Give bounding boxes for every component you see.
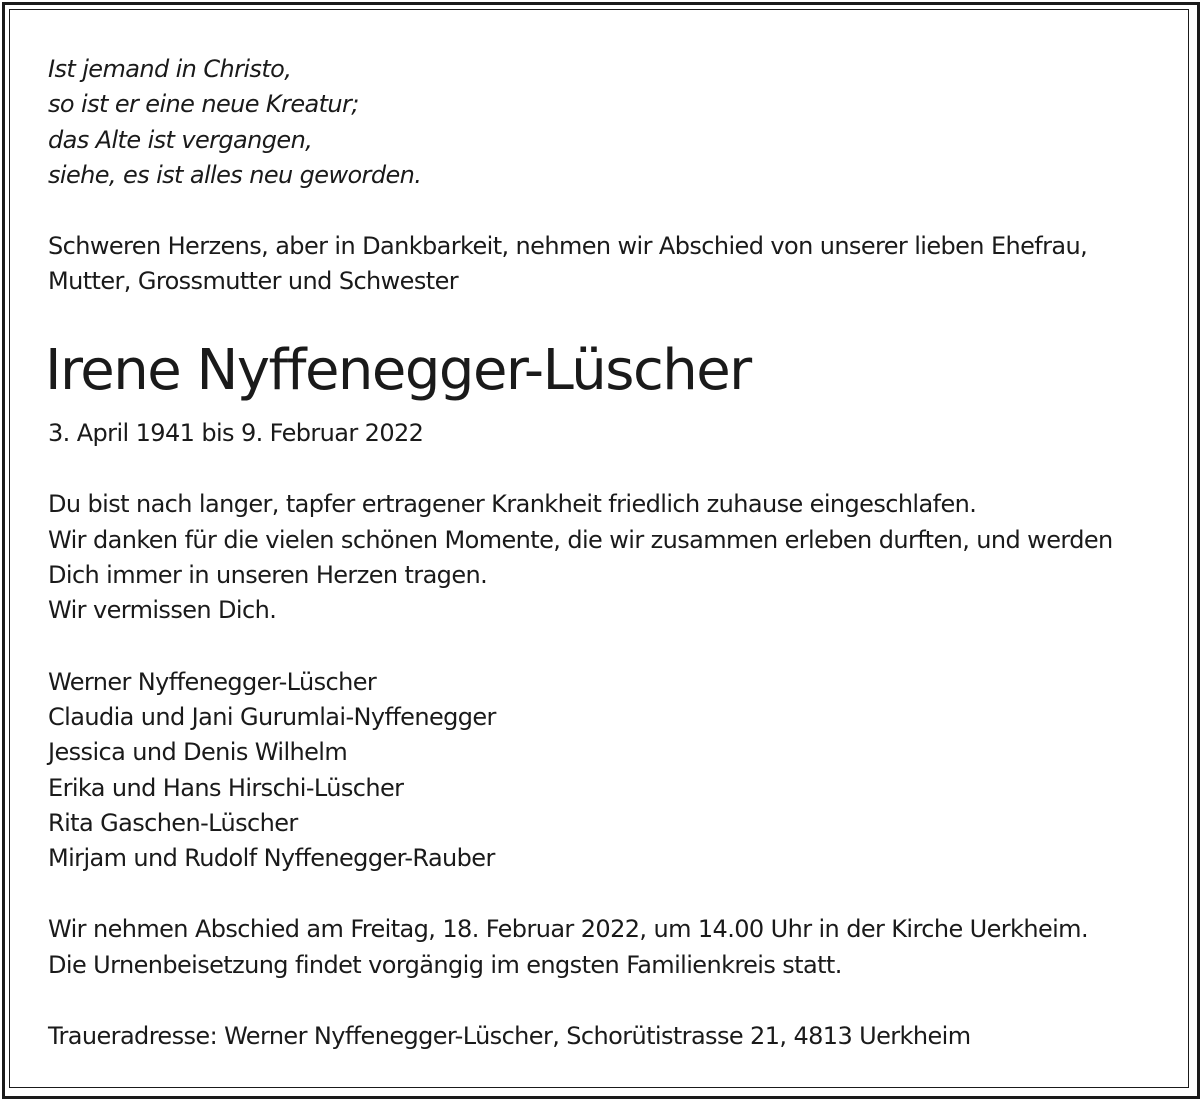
mourner: Erika und Hans Hirschi-Lüscher [48, 774, 404, 802]
mourner: Jessica und Denis Wilhelm [48, 738, 348, 766]
mourner: Rita Gaschen-Lüscher [48, 809, 298, 837]
message-line: Wir danken für die vielen schönen Momente, die wir zusammen erleben durften, und werden [48, 526, 1113, 554]
verse-line: Ist jemand in Christo, [48, 55, 292, 83]
verse-line: so ist er eine neue Kreatur; [48, 90, 359, 118]
intro-line: Mutter, Grossmutter und Schwester [48, 267, 458, 295]
verse-line: siehe, es ist alles neu geworden. [48, 161, 422, 189]
life-dates: 3. April 1941 bis 9. Februar 2022 [48, 419, 424, 447]
mourner: Mirjam und Rudolf Nyffenegger-Rauber [48, 844, 495, 872]
message-line: Dich immer in unseren Herzen tragen. [48, 561, 488, 589]
mourning-address: Traueradresse: Werner Nyffenegger-Lüscher, Schorütistrasse 21, 4813 Uerkheim [48, 1022, 971, 1050]
mourner: Claudia und Jani Gurumlai-Nyffenegger [48, 703, 496, 731]
message-line: Du bist nach langer, tapfer ertragener Krankheit friedlich zuhause eingeschlafen. [48, 490, 977, 518]
mourner: Werner Nyffenegger-Lüscher [48, 668, 377, 696]
service-line: Wir nehmen Abschied am Freitag, 18. Februar 2022, um 14.00 Uhr in der Kirche Uerkheim. [48, 915, 1088, 943]
verse-line: das Alte ist vergangen, [48, 126, 313, 154]
intro-line: Schweren Herzens, aber in Dankbarkeit, nehmen wir Abschied von unserer lieben Ehefrau, [48, 232, 1088, 260]
deceased-name: Irene Nyffenegger-Lüscher [45, 338, 751, 403]
service-line: Die Urnenbeisetzung findet vorgängig im engsten Familienkreis statt. [48, 951, 842, 979]
message-line: Wir vermissen Dich. [48, 596, 277, 624]
